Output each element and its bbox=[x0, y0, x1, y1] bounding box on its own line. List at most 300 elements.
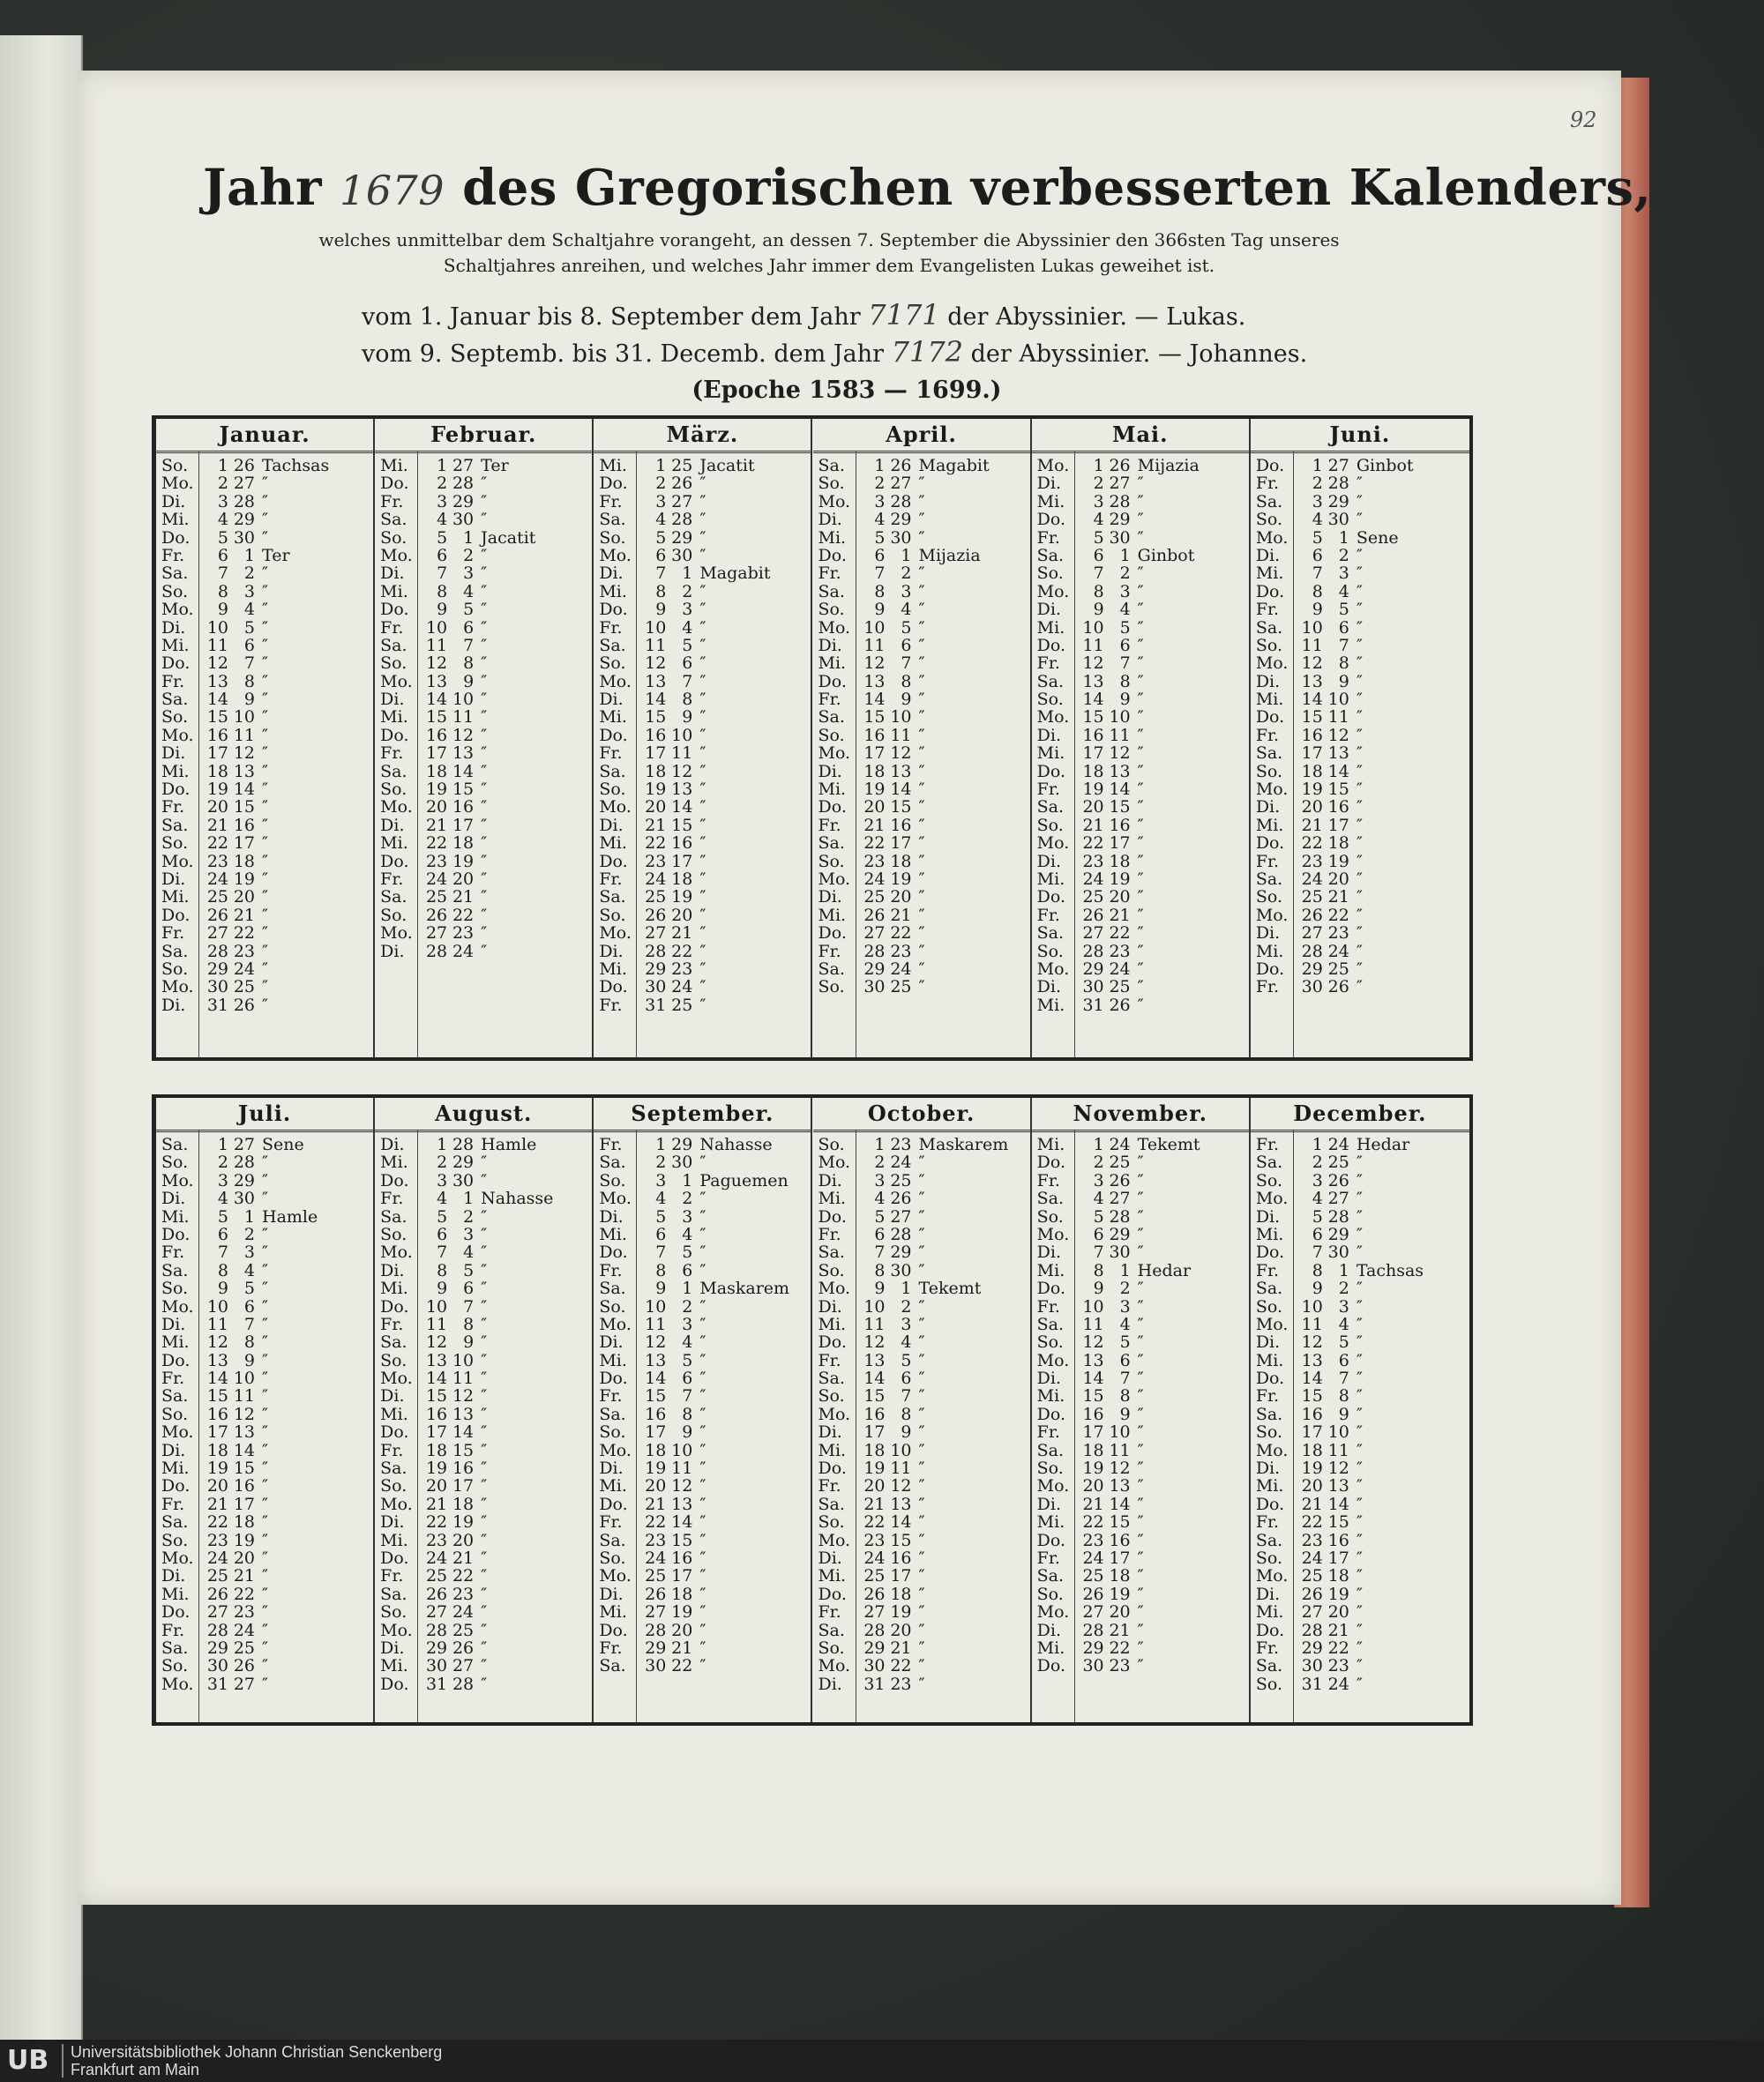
day-row bbox=[375, 690, 592, 708]
abyssinian-month: ″ bbox=[481, 1494, 488, 1514]
weekday: Fr. bbox=[599, 1386, 623, 1407]
weekday: Sa. bbox=[161, 815, 189, 835]
abyssinian-month: ″ bbox=[481, 1584, 488, 1604]
abyssinian-month: ″ bbox=[699, 1386, 706, 1407]
abyssinian-day: 13 bbox=[1327, 743, 1349, 764]
abyssinian-month: ″ bbox=[918, 653, 925, 674]
day-row bbox=[594, 1406, 811, 1423]
abyssinian-day: 26 bbox=[233, 456, 255, 475]
abyssinian-day: 21 bbox=[890, 1638, 912, 1658]
abyssinian-day: 26 bbox=[1109, 1170, 1131, 1190]
month-column bbox=[1251, 419, 1469, 1057]
weekday: So. bbox=[380, 780, 407, 800]
weekday: Sa. bbox=[818, 1620, 845, 1640]
abyssinian-month: ″ bbox=[481, 1674, 488, 1694]
weekday: Di. bbox=[818, 761, 842, 781]
day-row bbox=[1032, 924, 1249, 942]
gregorian-day: 25 bbox=[645, 887, 667, 907]
day-row bbox=[375, 457, 592, 474]
weekday: Do. bbox=[599, 977, 628, 997]
gregorian-day: 13 bbox=[206, 1350, 228, 1370]
day-row bbox=[1032, 817, 1249, 834]
day-row bbox=[1032, 1496, 1249, 1513]
month-column bbox=[375, 1098, 594, 1722]
abyssinian-month: ″ bbox=[918, 869, 925, 889]
gregorian-day: 18 bbox=[1082, 1440, 1104, 1460]
day-row bbox=[156, 817, 373, 834]
gregorian-day: 14 bbox=[645, 690, 667, 710]
weekday: Do. bbox=[599, 1242, 628, 1263]
gregorian-day: 5 bbox=[1312, 527, 1323, 548]
gregorian-day: 20 bbox=[1301, 797, 1323, 817]
day-row bbox=[156, 1459, 373, 1477]
weekday: Do. bbox=[1255, 456, 1285, 475]
abyssinian-day: 7 bbox=[463, 1296, 475, 1317]
day-row bbox=[594, 637, 811, 654]
gregorian-day: 28 bbox=[863, 941, 886, 961]
abyssinian-month: ″ bbox=[1356, 510, 1363, 530]
weekday: Mo. bbox=[1036, 1350, 1070, 1370]
abyssinian-day: 18 bbox=[1109, 1566, 1131, 1586]
day-row bbox=[594, 1136, 811, 1153]
abyssinian-month: ″ bbox=[1137, 527, 1144, 548]
gregorian-day: 4 bbox=[874, 1189, 886, 1209]
day-row bbox=[813, 907, 1030, 924]
day-row bbox=[1032, 1172, 1249, 1190]
abyssinian-day: 13 bbox=[233, 761, 255, 781]
abyssinian-day: 30 bbox=[1327, 510, 1349, 530]
day-row bbox=[1032, 1298, 1249, 1316]
day-row bbox=[1032, 619, 1249, 637]
gregorian-day: 11 bbox=[1301, 635, 1323, 655]
abyssinian-day: 15 bbox=[233, 1459, 255, 1479]
day-row bbox=[594, 1333, 811, 1351]
gregorian-day: 28 bbox=[645, 941, 667, 961]
day-row bbox=[1251, 547, 1469, 564]
weekday: Mi. bbox=[161, 510, 190, 530]
abyssinian-day: 26 bbox=[1109, 995, 1131, 1015]
abyssinian-month: ″ bbox=[481, 1224, 488, 1244]
abyssinian-month: Ter bbox=[262, 545, 290, 565]
abyssinian-day: 12 bbox=[233, 743, 255, 764]
abyssinian-month: ″ bbox=[481, 815, 488, 835]
day-row bbox=[594, 474, 811, 492]
abyssinian-month: ″ bbox=[918, 581, 925, 601]
weekday: Do. bbox=[380, 1674, 409, 1694]
abyssinian-day: 19 bbox=[233, 869, 255, 889]
gregorian-day: 17 bbox=[425, 743, 448, 764]
weekday: So. bbox=[161, 1153, 189, 1173]
gregorian-day: 15 bbox=[645, 707, 667, 728]
day-row bbox=[813, 1298, 1030, 1316]
day-row bbox=[813, 853, 1030, 870]
abyssinian-month: ″ bbox=[481, 761, 488, 781]
abyssinian-day: 11 bbox=[1327, 1440, 1349, 1460]
weekday: Di. bbox=[1036, 600, 1062, 620]
abyssinian-month: ″ bbox=[262, 1153, 269, 1173]
abyssinian-day: 12 bbox=[233, 1404, 255, 1424]
day-row bbox=[156, 1280, 373, 1297]
weekday: So. bbox=[380, 1350, 407, 1370]
day-row bbox=[594, 564, 811, 582]
abyssinian-day: 15 bbox=[1327, 780, 1349, 800]
gregorian-day: 15 bbox=[1082, 1386, 1104, 1407]
day-row bbox=[156, 1496, 373, 1513]
abyssinian-month: ″ bbox=[481, 923, 488, 944]
day-row bbox=[813, 978, 1030, 996]
day-row bbox=[1032, 763, 1249, 780]
abyssinian-day: 5 bbox=[1119, 1332, 1131, 1353]
weekday: Fr. bbox=[380, 491, 404, 511]
calendar-grid-second-half bbox=[152, 1094, 1473, 1726]
gregorian-day: 10 bbox=[1082, 617, 1104, 638]
gregorian-day: 7 bbox=[437, 563, 448, 584]
gregorian-day: 26 bbox=[863, 1584, 886, 1604]
weekday: Mo. bbox=[161, 600, 194, 620]
day-row bbox=[594, 1280, 811, 1297]
weekday: Fr. bbox=[380, 869, 404, 889]
day-row bbox=[156, 1352, 373, 1369]
abyssinian-day: 5 bbox=[682, 1350, 693, 1370]
day-row bbox=[1032, 943, 1249, 960]
abyssinian-month: ″ bbox=[699, 527, 706, 548]
gregorian-day: 22 bbox=[645, 1512, 667, 1533]
day-row bbox=[156, 1153, 373, 1171]
day-row bbox=[156, 1586, 373, 1603]
abyssinian-month: ″ bbox=[699, 1332, 706, 1353]
weekday: Fr. bbox=[1255, 1638, 1280, 1658]
weekday: Mi. bbox=[380, 707, 408, 728]
day-row bbox=[594, 727, 811, 744]
day-row bbox=[375, 1333, 592, 1351]
abyssinian-day: 3 bbox=[901, 581, 912, 601]
gregorian-day: 10 bbox=[1301, 617, 1323, 638]
gregorian-day: 15 bbox=[863, 1386, 886, 1407]
abyssinian-month: ″ bbox=[1137, 1206, 1144, 1227]
abyssinian-month: ″ bbox=[699, 1350, 706, 1370]
weekday: Di. bbox=[599, 1584, 624, 1604]
abyssinian-month: ″ bbox=[699, 600, 706, 620]
abyssinian-day: 21 bbox=[671, 1638, 693, 1658]
day-row bbox=[594, 870, 811, 888]
abyssinian-day: 14 bbox=[452, 761, 475, 781]
gregorian-day: 7 bbox=[217, 1242, 228, 1263]
month-name: April. bbox=[813, 419, 1030, 453]
gregorian-day: 3 bbox=[437, 1170, 448, 1190]
abyssinian-day: 29 bbox=[890, 1242, 912, 1263]
abyssinian-day: 25 bbox=[233, 1638, 255, 1658]
abyssinian-month: ″ bbox=[481, 743, 488, 764]
abyssinian-day: 17 bbox=[671, 851, 693, 871]
abyssinian-day: 3 bbox=[682, 1314, 693, 1334]
weekday: Mo. bbox=[1255, 653, 1289, 674]
weekday: Di. bbox=[818, 1422, 842, 1443]
day-row bbox=[594, 780, 811, 798]
gregorian-day: 21 bbox=[1301, 815, 1323, 835]
abyssinian-day: 8 bbox=[901, 1404, 912, 1424]
day-row bbox=[375, 708, 592, 726]
gregorian-day: 4 bbox=[655, 1189, 667, 1209]
abyssinian-day: 20 bbox=[671, 1620, 693, 1640]
day-row bbox=[1251, 529, 1469, 547]
gregorian-day: 27 bbox=[863, 1602, 886, 1623]
day-row bbox=[375, 1243, 592, 1261]
abyssinian-day: 25 bbox=[890, 1170, 912, 1190]
weekday: Fr. bbox=[818, 1476, 841, 1496]
day-row bbox=[375, 1172, 592, 1190]
abyssinian-month: ″ bbox=[918, 887, 925, 907]
abyssinian-day: 17 bbox=[890, 1566, 912, 1586]
abyssinian-day: 14 bbox=[671, 1512, 693, 1533]
weekday: Mi. bbox=[1036, 1638, 1065, 1658]
abyssinian-month: ″ bbox=[1137, 815, 1144, 835]
weekday: Do. bbox=[380, 600, 409, 620]
gregorian-day: 13 bbox=[1082, 671, 1104, 691]
abyssinian-day: 18 bbox=[233, 1512, 255, 1533]
abyssinian-day: 17 bbox=[890, 833, 912, 854]
weekday: Sa. bbox=[599, 1279, 626, 1299]
weekday: Mi. bbox=[1255, 690, 1284, 710]
abyssinian-month: Jacatit bbox=[481, 527, 536, 548]
day-row bbox=[1032, 798, 1249, 816]
gregorian-day: 20 bbox=[645, 797, 667, 817]
gregorian-day: 19 bbox=[1301, 780, 1323, 800]
abyssinian-month: ″ bbox=[1356, 1296, 1363, 1317]
weekday: Di. bbox=[599, 1459, 624, 1479]
weekday: Mo. bbox=[161, 474, 194, 494]
gregorian-day: 16 bbox=[863, 1404, 886, 1424]
weekday: Di. bbox=[380, 815, 405, 835]
abyssinian-day: 27 bbox=[452, 1656, 475, 1676]
gregorian-day: 21 bbox=[1082, 1494, 1104, 1514]
weekday: Fr. bbox=[380, 1566, 404, 1586]
weekday: Mi. bbox=[1036, 1135, 1065, 1154]
gregorian-day: 31 bbox=[645, 995, 667, 1015]
gregorian-day: 9 bbox=[655, 1279, 667, 1299]
abyssinian-day: 4 bbox=[463, 581, 475, 601]
abyssinian-month: ″ bbox=[1356, 1386, 1363, 1407]
abyssinian-day: 17 bbox=[233, 833, 255, 854]
weekday: Mi. bbox=[161, 887, 190, 907]
abyssinian-day: 23 bbox=[1109, 941, 1131, 961]
abyssinian-day: 4 bbox=[243, 1260, 255, 1280]
abyssinian-day: 16 bbox=[890, 1548, 912, 1568]
gregorian-day: 27 bbox=[645, 923, 667, 944]
weekday: Mo. bbox=[1255, 780, 1289, 800]
day-row bbox=[375, 1622, 592, 1639]
weekday: Sa. bbox=[1036, 923, 1065, 944]
day-row bbox=[1032, 547, 1249, 564]
day-row bbox=[156, 1136, 373, 1153]
gregorian-day: 3 bbox=[1093, 491, 1104, 511]
abyssinian-month: ″ bbox=[1356, 1602, 1363, 1623]
gregorian-day: 13 bbox=[863, 1350, 886, 1370]
weekday: Di. bbox=[1255, 671, 1281, 691]
day-row bbox=[1251, 1153, 1469, 1171]
weekday: Di. bbox=[1255, 1206, 1281, 1227]
weekday: Di. bbox=[818, 510, 842, 530]
day-row bbox=[1032, 708, 1249, 726]
abyssinian-day: 15 bbox=[890, 797, 912, 817]
abyssinian-day: 26 bbox=[671, 474, 693, 494]
day-row bbox=[813, 1316, 1030, 1333]
abyssinian-day: 20 bbox=[890, 887, 912, 907]
abyssinian-day: 27 bbox=[1327, 456, 1349, 475]
abyssinian-month: ″ bbox=[699, 545, 706, 565]
day-row bbox=[1251, 1298, 1469, 1316]
day-list bbox=[375, 1132, 592, 1693]
weekday: Mi. bbox=[818, 780, 847, 800]
abyssinian-day: 23 bbox=[1109, 1656, 1131, 1676]
abyssinian-month: ″ bbox=[1137, 1548, 1144, 1568]
day-row bbox=[594, 708, 811, 726]
gregorian-day: 25 bbox=[425, 1566, 448, 1586]
weekday: Do. bbox=[380, 851, 409, 871]
abyssinian-day: 24 bbox=[233, 959, 255, 979]
abyssinian-month: ″ bbox=[481, 1638, 488, 1658]
day-row bbox=[1251, 960, 1469, 978]
abyssinian-day: 25 bbox=[1109, 1153, 1131, 1173]
gregorian-day: 8 bbox=[217, 1260, 228, 1280]
weekday: Sa. bbox=[818, 581, 845, 601]
gregorian-day: 27 bbox=[425, 923, 448, 944]
weekday: Fr. bbox=[380, 1189, 404, 1209]
abyssinian-day: 7 bbox=[682, 671, 693, 691]
abyssinian-day: 30 bbox=[1327, 1242, 1349, 1263]
abyssinian-day: 15 bbox=[452, 780, 475, 800]
abyssinian-month: ″ bbox=[1137, 995, 1144, 1015]
gregorian-day: 16 bbox=[645, 725, 667, 745]
month-column bbox=[1032, 419, 1251, 1057]
gregorian-day: 11 bbox=[206, 635, 228, 655]
abyssinian-month: ″ bbox=[481, 563, 488, 584]
weekday: Di. bbox=[818, 887, 842, 907]
month-column bbox=[375, 419, 594, 1057]
gregorian-day: 29 bbox=[1082, 1638, 1104, 1658]
weekday: So. bbox=[1255, 1422, 1282, 1443]
abyssinian-month: ″ bbox=[699, 1602, 706, 1623]
abyssinian-month: ″ bbox=[1356, 1494, 1363, 1514]
gregorian-day: 27 bbox=[645, 1602, 667, 1623]
day-row bbox=[375, 763, 592, 780]
gregorian-day: 16 bbox=[1301, 1404, 1323, 1424]
gregorian-day: 21 bbox=[425, 1494, 448, 1514]
month-name: Januar. bbox=[156, 419, 373, 453]
gregorian-day: 11 bbox=[1082, 1314, 1104, 1334]
day-row bbox=[375, 1280, 592, 1297]
weekday: Fr. bbox=[1255, 474, 1280, 494]
abyssinian-month: ″ bbox=[1137, 510, 1144, 530]
day-row bbox=[156, 1387, 373, 1405]
gregorian-day: 29 bbox=[206, 959, 228, 979]
abyssinian-day: 7 bbox=[682, 1386, 693, 1407]
gregorian-day: 7 bbox=[1312, 1242, 1323, 1263]
abyssinian-month: ″ bbox=[918, 1459, 925, 1479]
weekday: So. bbox=[818, 600, 845, 620]
gregorian-day: 8 bbox=[1312, 581, 1323, 601]
weekday: Di. bbox=[161, 1566, 186, 1586]
gregorian-day: 18 bbox=[1301, 1440, 1323, 1460]
weekday: Mo. bbox=[380, 1242, 413, 1263]
abyssinian-month: ″ bbox=[918, 510, 925, 530]
abyssinian-month: ″ bbox=[918, 977, 925, 997]
weekday: Mo. bbox=[161, 1170, 194, 1190]
day-row bbox=[1251, 924, 1469, 942]
month-name: Juli. bbox=[156, 1098, 373, 1132]
day-row bbox=[375, 907, 592, 924]
abyssinian-month: Magabit bbox=[918, 456, 990, 475]
day-row bbox=[1032, 637, 1249, 654]
gregorian-day: 3 bbox=[1093, 1170, 1104, 1190]
weekday: Mo. bbox=[1255, 1566, 1289, 1586]
month-column bbox=[1032, 1098, 1251, 1722]
gregorian-day: 26 bbox=[863, 905, 886, 925]
abyssinian-month: ″ bbox=[1137, 887, 1144, 907]
gregorian-day: 5 bbox=[655, 1206, 667, 1227]
abyssinian-month: ″ bbox=[1137, 563, 1144, 584]
abyssinian-day: 27 bbox=[1109, 1189, 1131, 1209]
day-row bbox=[594, 547, 811, 564]
abyssinian-day: 3 bbox=[243, 581, 255, 601]
day-row bbox=[156, 1657, 373, 1675]
abyssinian-day: 26 bbox=[233, 995, 255, 1015]
abyssinian-day: 19 bbox=[890, 869, 912, 889]
day-row bbox=[156, 637, 373, 654]
gregorian-day: 5 bbox=[1093, 527, 1104, 548]
gregorian-day: 12 bbox=[645, 1332, 667, 1353]
abyssinian-month: ″ bbox=[1137, 1242, 1144, 1263]
weekday: Sa. bbox=[599, 887, 626, 907]
abyssinian-month: ″ bbox=[262, 1674, 269, 1694]
abyssinian-day: 2 bbox=[682, 581, 693, 601]
gregorian-day: 27 bbox=[206, 923, 228, 944]
abyssinian-month: ″ bbox=[262, 1314, 269, 1334]
weekday: Di. bbox=[380, 690, 405, 710]
day-row bbox=[375, 1477, 592, 1495]
gregorian-day: 26 bbox=[1301, 1584, 1323, 1604]
day-row bbox=[813, 798, 1030, 816]
month-column bbox=[813, 419, 1032, 1057]
abyssinian-month: Ginbot bbox=[1356, 456, 1414, 475]
abyssinian-day: 22 bbox=[890, 923, 912, 944]
abyssinian-day: 21 bbox=[890, 905, 912, 925]
gregorian-day: 22 bbox=[206, 1512, 228, 1533]
abyssinian-month: ″ bbox=[1137, 635, 1144, 655]
abyssinian-day: 10 bbox=[233, 707, 255, 728]
abyssinian-day: 24 bbox=[890, 959, 912, 979]
abyssinian-month: ″ bbox=[262, 1404, 269, 1424]
day-row bbox=[375, 1423, 592, 1441]
gregorian-day: 13 bbox=[1301, 671, 1323, 691]
abyssinian-month: Mijazia bbox=[1137, 456, 1200, 475]
weekday: Do. bbox=[1036, 1656, 1066, 1676]
abyssinian-day: 10 bbox=[671, 1440, 693, 1460]
day-row bbox=[594, 1459, 811, 1477]
weekday: Do. bbox=[1255, 581, 1285, 601]
gregorian-day: 6 bbox=[217, 1224, 228, 1244]
abyssinian-day: 9 bbox=[1119, 1404, 1131, 1424]
abyssinian-month: ″ bbox=[1137, 743, 1144, 764]
gregorian-day: 11 bbox=[863, 635, 886, 655]
abyssinian-day: 21 bbox=[1109, 905, 1131, 925]
gregorian-day: 7 bbox=[1093, 563, 1104, 584]
gregorian-day: 22 bbox=[645, 833, 667, 854]
abyssinian-month: Hedar bbox=[1356, 1135, 1410, 1154]
gregorian-day: 9 bbox=[655, 600, 667, 620]
abyssinian-month: ″ bbox=[699, 923, 706, 944]
abyssinian-month: ″ bbox=[1137, 1189, 1144, 1209]
weekday: Do. bbox=[161, 1224, 191, 1244]
